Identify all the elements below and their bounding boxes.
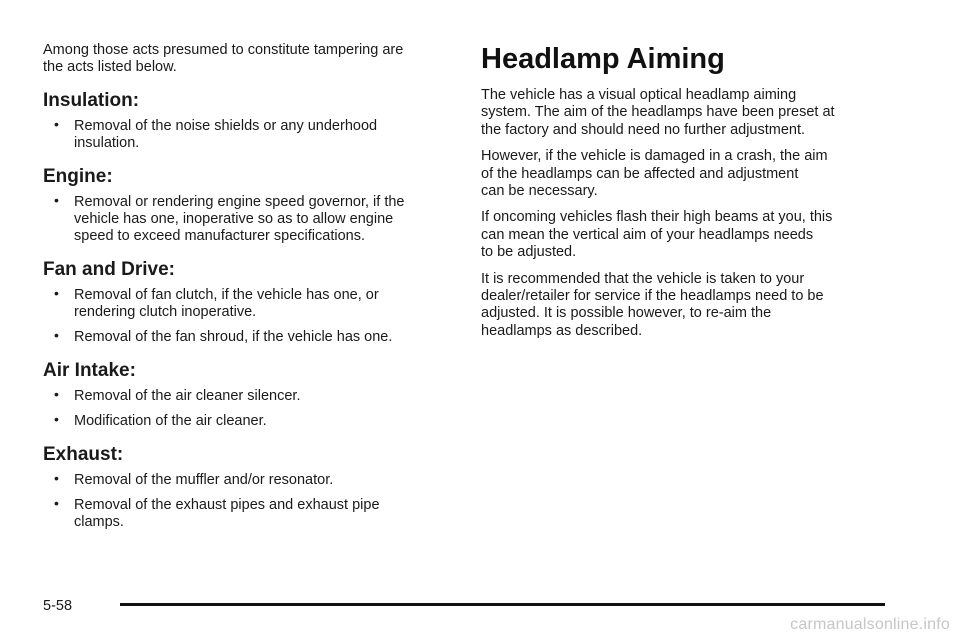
section-heading: Insulation: — [43, 90, 140, 111]
intro-line: the acts listed below. — [43, 59, 177, 75]
bullet-list — [43, 388, 453, 430]
paragraph: It is recommended that the vehicle is taken to your dealer/retailer for service if the headlamps need to be adjusted. It is possible however, to re-aim the headlamps as described. — [481, 270, 824, 339]
right-column — [481, 40, 901, 349]
section-engine — [43, 166, 453, 245]
bullet-icon: • — [54, 327, 59, 343]
section-air-intake — [43, 360, 453, 430]
list-item: • Removal of the air cleaner silencer. — [54, 386, 301, 404]
list-item: • Removal of fan clutch, if the vehicle has one, or rendering clutch inoperative. — [54, 285, 379, 320]
section-heading: Air Intake: — [43, 360, 136, 381]
list-item: • Removal of the exhaust pipes and exhaust pipe clamps. — [54, 495, 380, 530]
bullet-icon: • — [54, 495, 59, 511]
section-fan-and-drive — [43, 259, 453, 346]
bullet-icon: • — [54, 411, 59, 427]
intro-line: Among those acts presumed to constitute tampering are — [43, 42, 404, 58]
section-exhaust — [43, 444, 453, 531]
watermark: carmanualsonline.info — [790, 616, 950, 633]
list-item: • Removal of the fan shroud, if the vehicle has one. — [54, 327, 393, 345]
bullet-icon: • — [54, 470, 59, 486]
list-item: • Removal of the noise shields or any underhood insulation. — [54, 116, 378, 151]
section-heading: Exhaust: — [43, 444, 124, 465]
list-item: • Removal of the muffler and/or resonator. — [54, 470, 334, 488]
bullet-list — [43, 118, 453, 152]
list-item: • Modification of the air cleaner. — [54, 411, 267, 429]
list-item: • Removal or rendering engine speed governor, if the vehicle has one, inoperative so as to allow engine speed to exceed manufacturer specifications. — [54, 192, 405, 244]
section-heading: Engine: — [43, 166, 113, 187]
bullet-icon: • — [54, 192, 59, 208]
paragraph: The vehicle has a visual optical headlamp aiming system. The aim of the headlamps have been preset at the factory and should need no further adjustment. — [481, 87, 835, 138]
bullet-list — [43, 472, 453, 531]
footer-rule — [120, 603, 885, 606]
page-title: Headlamp Aiming — [481, 43, 725, 75]
bullet-icon: • — [54, 285, 59, 301]
section-insulation — [43, 90, 453, 152]
bullet-icon: • — [54, 116, 59, 132]
left-column — [43, 42, 453, 539]
paragraph: If oncoming vehicles flash their high beams at you, this can mean the vertical aim of your headlamps needs to be adjusted. — [481, 209, 833, 261]
bullet-list — [43, 194, 453, 245]
paragraph: However, if the vehicle is damaged in a crash, the aim of the headlamps can be affected and adjustment can be necessary. — [481, 148, 828, 200]
bullet-list — [43, 287, 453, 346]
section-heading: Fan and Drive: — [43, 259, 175, 280]
page-number: 5-58 — [43, 598, 73, 614]
bullet-icon: • — [54, 386, 59, 402]
intro-paragraph — [43, 42, 453, 76]
